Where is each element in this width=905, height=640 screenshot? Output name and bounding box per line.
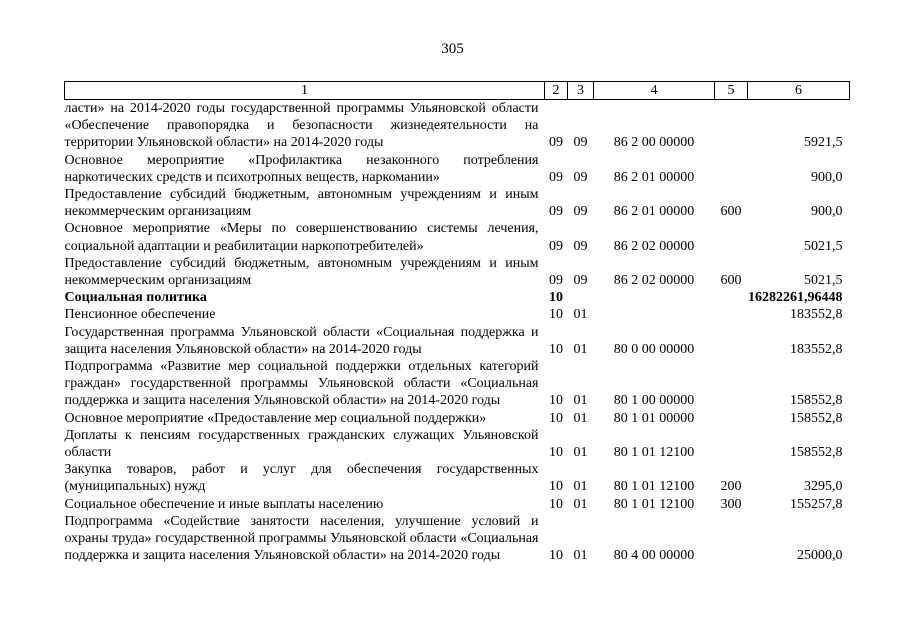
row-subsection: 09 [573,135,588,151]
row-subsection: 09 [573,204,588,220]
row-expense-type: 600 [720,273,742,289]
table-row [65,186,850,220]
row-target-code: 80 1 00 00000 [613,393,695,409]
row-amount: 183552,8 [790,341,843,357]
row-section: 09 [549,238,563,254]
row-target-code: 80 1 01 12100 [613,479,695,495]
row-amount: 5021,5 [804,273,843,289]
row-name: Предоставление субсидий бюджетным, автономным учреждениям и иным некоммерческим организациям [64,255,539,289]
row-amount: 183552,8 [790,307,843,323]
row-section: 09 [549,169,563,185]
row-section: 09 [549,204,563,220]
row-subsection: 09 [573,273,588,289]
table-row [65,427,850,461]
row-expense-type [715,220,748,254]
row-amount: 900,0 [811,204,843,220]
table-row [65,255,850,289]
row-amount: 158552,8 [790,445,843,461]
row-section: 10 [549,341,563,357]
header-col-2: 2 [545,82,568,100]
row-expense-type [715,100,748,152]
row-expense-type: 600 [720,204,742,220]
row-target-code: 86 2 01 00000 [613,169,695,185]
row-expense-type: 200 [720,479,742,495]
row-amount: 158552,8 [790,410,843,426]
row-name: Закупка товаров, работ и услуг для обеспечения государственных (муниципальных) нужд [64,462,539,495]
table-row [65,324,850,358]
header-col-6: 6 [748,82,850,100]
row-expense-type: 300 [720,496,742,512]
row-target-code: 86 2 01 00000 [613,204,695,220]
row-expense-type [715,152,748,186]
row-name: Подпрограмма «Содействие занятости населения, улучшение условий и охраны труда» государственной программы Ульяновской области «Социальная поддержка и защита населения Ульяновской области» на 2014-2020 годы [64,513,539,564]
row-expense-type [715,324,748,358]
row-name: Государственная программа Ульяновской области «Социальная поддержка и защита населения Ульяновской области» на 2014-2020 годы [64,324,539,357]
row-target-code [594,289,715,306]
row-amount: 155257,8 [790,496,843,512]
row-section: 10 [549,410,563,426]
row-amount: 158552,8 [790,393,843,409]
row-subsection: 01 [573,307,588,323]
row-name: Доплаты к пенсиям государственных гражданских служащих Ульяновской области [64,427,539,461]
row-amount: 5021,5 [804,238,843,254]
row-amount: 16282261,96448 [748,290,843,306]
row-subsection: 01 [573,479,588,495]
table-header-row [65,82,850,100]
table-row [65,461,850,495]
row-subsection: 09 [573,169,588,185]
row-target-code: 80 4 00 00000 [613,548,695,564]
page-number: 305 [441,41,464,57]
row-target-code [594,306,715,323]
row-section: 10 [549,307,563,323]
table-row [65,220,850,254]
row-section: 09 [549,273,563,289]
row-subsection [568,289,594,306]
row-name: Основное мероприятие «Предоставление мер социальной поддержки» [64,410,487,426]
header-col-3: 3 [568,82,594,100]
row-target-code: 86 2 02 00000 [613,238,695,254]
row-subsection: 01 [573,341,588,357]
table-row [65,496,850,513]
row-expense-type [715,358,748,410]
row-name: Подпрограмма «Развитие мер социальной поддержки отдельных категорий граждан» государственной программы Ульяновской области «Социальная поддержка и защита населения Ульяновской области» на 2014-2020 годы [64,359,539,409]
table-row [65,513,850,565]
table-row [65,100,850,152]
table-row [65,289,850,306]
row-amount: 3295,0 [804,479,843,495]
row-name: Пенсионное обеспечение [64,307,216,323]
row-target-code: 86 2 02 00000 [613,273,695,289]
table-row [65,358,850,410]
row-expense-type [715,289,748,306]
budget-table [64,81,850,564]
row-section: 10 [549,445,563,461]
header-col-4: 4 [594,82,715,100]
table-row [65,152,850,186]
row-subsection: 01 [573,393,588,409]
row-target-code: 80 1 01 12100 [613,445,695,461]
header-col-1: 1 [65,82,545,100]
row-expense-type [715,427,748,461]
row-section: 10 [549,290,563,306]
row-subsection: 01 [573,445,588,461]
row-amount: 900,0 [811,169,843,185]
row-target-code: 86 2 00 00000 [613,135,695,151]
row-name: Предоставление субсидий бюджетным, автономным учреждениям и иным некоммерческим организациям [64,187,539,220]
row-target-code: 80 1 01 12100 [613,496,695,512]
row-amount: 5921,5 [804,135,843,151]
table-row [65,306,850,323]
row-section: 10 [549,496,563,512]
row-name: Социальное обеспечение и иные выплаты населению [64,496,384,512]
row-section: 09 [549,135,563,151]
row-section: 10 [549,393,563,409]
table-row [65,410,850,427]
row-subsection: 01 [573,410,588,426]
row-expense-type [715,306,748,323]
row-section: 10 [549,548,563,564]
row-target-code: 80 1 01 00000 [613,410,695,426]
row-target-code: 80 0 00 00000 [613,341,695,357]
row-subsection: 01 [573,496,588,512]
row-amount: 25000,0 [797,548,843,564]
row-subsection: 01 [573,548,588,564]
row-expense-type [715,410,748,427]
row-name: Основное мероприятие «Профилактика незаконного потребления наркотических средств и психотропных веществ, наркомании» [64,152,539,185]
row-name: ласти» на 2014-2020 годы государственной программы Ульяновской области «Обеспечение правопорядка и безопасности жизнедеятельности на территории Ульяновской области» на 2014-2020 годы [64,101,539,151]
row-section: 10 [549,479,563,495]
row-expense-type [715,513,748,565]
row-name: Основное мероприятие «Меры по совершенствованию системы лечения, социальной адаптации и реабилитации наркопотребителей» [64,221,539,254]
header-col-5: 5 [715,82,748,100]
row-name: Социальная политика [64,290,207,306]
row-subsection: 09 [573,238,588,254]
